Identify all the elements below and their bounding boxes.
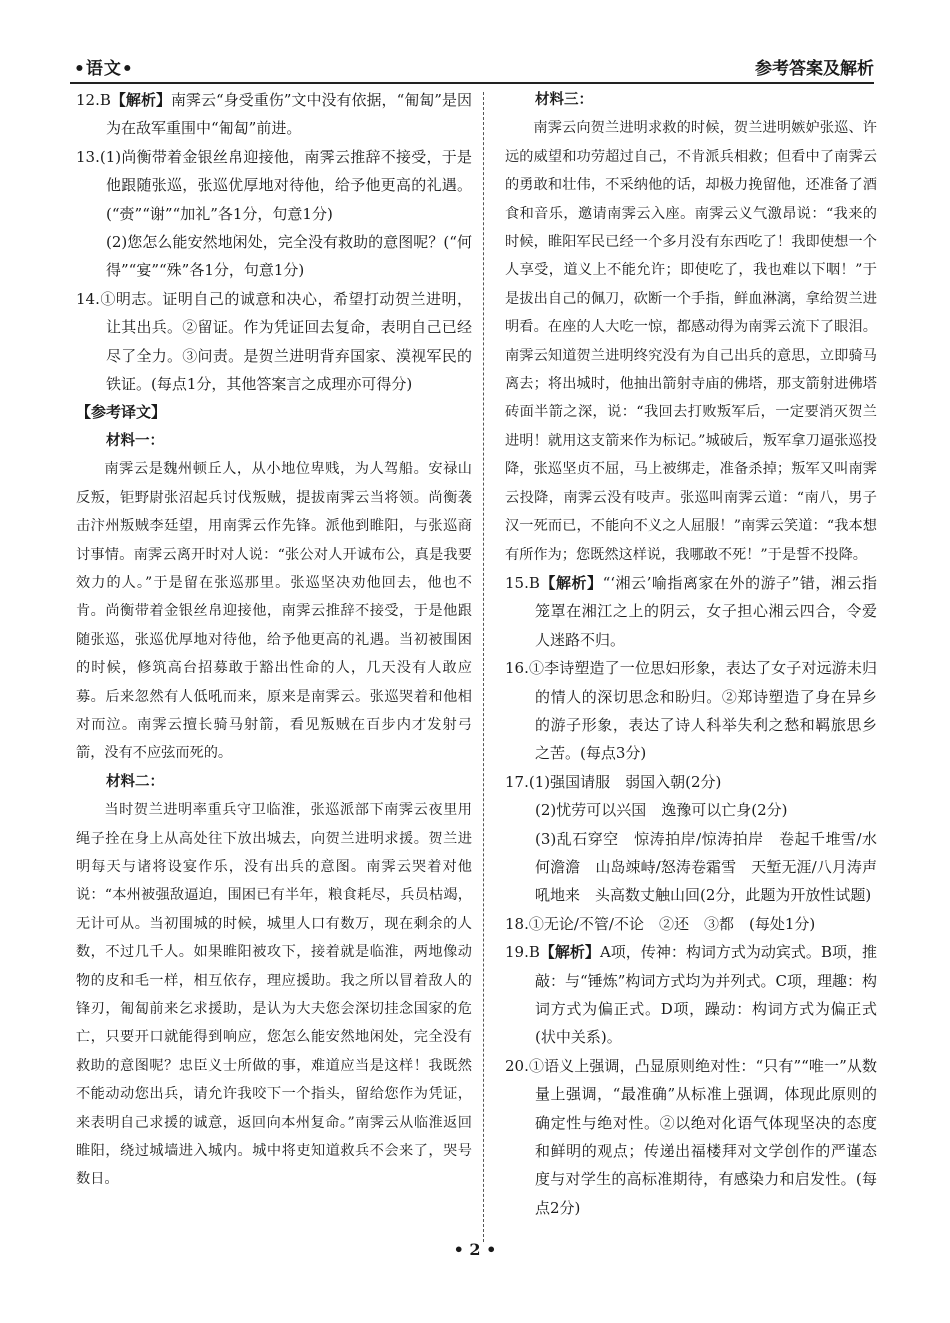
answer-19 — [505, 938, 877, 1052]
answer-14: 14.①明志。证明自己的诚意和决心，希望打动贺兰进明，让其出兵。②留证。作为凭证回去复命，表明自己已经尽了全力。③问责。是贺兰进明背弃国家、漠视军民的铁证。(每点1分，其他答案言之成理亦可得分) — [76, 289, 472, 394]
answer-15 — [505, 569, 877, 654]
subject-label: •语文• — [74, 59, 134, 79]
answer-18: 18.①无论/不管/不论 ②还 ③都 (每处1分) — [505, 914, 816, 933]
page-header — [70, 52, 874, 86]
section-title: 参考答案及解析 — [755, 59, 874, 79]
material-2-title: 材料二： — [106, 772, 164, 790]
material-3-text: 南霁云向贺兰进明求救的时候，贺兰进明嫉妒张巡、许远的威望和功劳超过自己，不肯派兵相救；但看中了南霁云的勇敢和壮伟，不采纳他的话，却极力挽留他，还准备了酒食和音乐，邀请南霁云入座。南霁云义气激昂说：“我来的时候，睢阳军民已经一个多月没有东西吃了！我即使想一个人享受，道义上不能允许；即使吃了，我也难以下咽！”于是拔出自己的佩刀，砍断一个手指，鲜血淋漓，拿给贺兰进明看。在座的人大吃一惊，都感动得为南霁云流下了眼泪。南霁云知道贺兰进明终究没有为自己出兵的意思，立即骑马离去；将出城时，他抽出箭射寺庙的佛塔，那支箭射进佛塔砖面半箭之深，说：“我回去打败叛军后，一定要消灭贺兰进明！就用这支箭来作为标记。”城破后，叛军拿刀逼张巡投降，张巡坚贞不屈，马上被绑走，准备杀掉；叛军又叫南霁云投降，南霁云没有吱声。张巡叫南霁云道：“南八，男子汉一死而已，不能向不义之人屈服！”南霁云笑道：“我本想有所作为；您既然这样说，我哪敢不死！”于是誓不投降。 — [505, 120, 877, 563]
column-divider — [483, 92, 484, 1242]
material-1-title: 材料一： — [106, 431, 164, 449]
analysis-tag: 【解析】 — [110, 91, 171, 109]
answer-13-1: 13.(1)尚衡带着金银丝帛迎接他，南霁云推辞不接受，于是他跟随张巡，张巡优厚地对待他，给予他更高的礼遇。(“赍”“谢”“加礼”各1分，句意1分) — [76, 147, 472, 223]
page-number: • 2 • — [453, 1240, 497, 1259]
answer-12 — [76, 86, 472, 143]
header-rule — [70, 82, 874, 84]
left-column — [76, 86, 472, 1194]
answer-16: 16.①李诗塑造了一位思妇形象，表达了女子对远游未归的情人的深切思念和盼归。②郑诗塑造了身在异乡的游子形象，表达了诗人科举失利之愁和羁旅思乡之苦。(每点3分) — [505, 659, 877, 763]
answer-text: A项，传神：构词方式为动宾式。B项，推敲：与“锤炼”构词方式均为并列式。C项，理趣：构词方式为偏正式。D项，躁动：构词方式为偏正式(状中关系)。 — [535, 943, 877, 1047]
right-column — [505, 86, 877, 1222]
answer-17-1: 17.(1)强国请服 弱国入朝(2分) — [505, 772, 722, 791]
answer-number: 12.B — [76, 91, 111, 109]
answer-20: 20.①语义上强调，凸显原则绝对性：“只有”“唯一”从数量上强调，“最准确”从标准上强调，体现此原则的确定性与绝对性。②以绝对化语气体现坚决的态度和鲜明的观点；传递出福楼拜对文学创作的严谨态度与对学生的高标准期待，有感染力和启发性。(每点2分) — [505, 1056, 877, 1217]
answer-text: 南霁云“身受重伤”文中没有依据，“匍匐”是因为在敌军重围中“匍匐”前进。 — [106, 91, 472, 138]
analysis-tag: 【解析】 — [539, 943, 600, 962]
answer-number: 15.B — [505, 573, 540, 592]
translation-heading: 【参考译文】 — [76, 403, 167, 422]
material-3-title: 材料三： — [535, 91, 593, 108]
analysis-tag: 【解析】 — [539, 573, 603, 592]
answer-text: “‘湘云’喻指离家在外的游子”错，湘云指笼罩在湘江之上的阴云，女子担心湘云四合，令爱人迷路不归。 — [535, 573, 877, 649]
material-2-text: 当时贺兰进明率重兵守卫临淮，张巡派部下南霁云夜里用绳子拴在身上从高处往下放出城去，向贺兰进明求援。贺兰进明每天与诸将设宴作乐，没有出兵的意图。南霁云哭着对他说：“本州被强敌逼迫，围困已有半年，粮食耗尽，兵员枯竭，无计可从。当初围城的时候，城里人口有数万，现在剩余的人数，不过几千人。如果睢阳被攻下，接着就是临淮，两地像动物的皮和毛一样，相互依存，理应援助。我之所以冒着敌人的锋刃，匍匐前来乞求援助，是认为大夫您会深切挂念国家的危亡，只要开口就能得到响应，您怎么能安然地闲处，完全没有救助的意图呢？忠臣义士所做的事，难道应当是这样！我既然不能动动您出兵，请允许我咬下一个指头，留给您作为凭证，来表明自己求援的诚意，返回向本州复命。”南霁云从临淮返回睢阳，绕过城墙进入城内。城中将吏知道救兵不会来了，哭号数日。 — [76, 802, 472, 1188]
answer-17-2: (2)忧劳可以兴国 逸豫可以亡身(2分) — [535, 801, 788, 820]
material-1-text: 南霁云是魏州顿丘人，从小地位卑贱，为人驾船。安禄山反叛，钜野尉张沼起兵讨伐叛贼，提拔南霁云当将领。尚衡袭击汴州叛贼李廷望，用南霁云作先锋。派他到睢阳，与张巡商讨事情。南霁云离开时对人说：“张公对人开诚布公，真是我要效力的人。”于是留在张巡那里。张巡坚决劝他回去，他也不肯。尚衡带着金银丝帛迎接他，南霁云推辞不接受，于是他跟随张巡，张巡优厚地对待他，给予他更高的礼遇。当初被围困的时候，修筑高台招募敢于豁出性命的人，几天没有人敢应募。后来忽然有人低吼而来，原来是南霁云。张巡哭着和他相对而泣。南霁云擅长骑马射箭，看见叛贼在百步内才发射弓箭，没有不应弦而死的。 — [76, 461, 472, 762]
answer-17-3: (3)乱石穿空 惊涛拍岸/惊涛拍岸 卷起千堆雪/水何澹澹 山岛竦峙/怒涛卷霜雪 天堑无涯/八月涛声吼地来 头高数丈触山回(2分，此题为开放性试题) — [535, 829, 877, 905]
answer-number: 19.B — [505, 943, 540, 962]
answer-13-2: (2)您怎么能安然地闲处，完全没有救助的意图呢？(“何得”“宴”“殊”各1分，句意1分) — [106, 233, 472, 280]
